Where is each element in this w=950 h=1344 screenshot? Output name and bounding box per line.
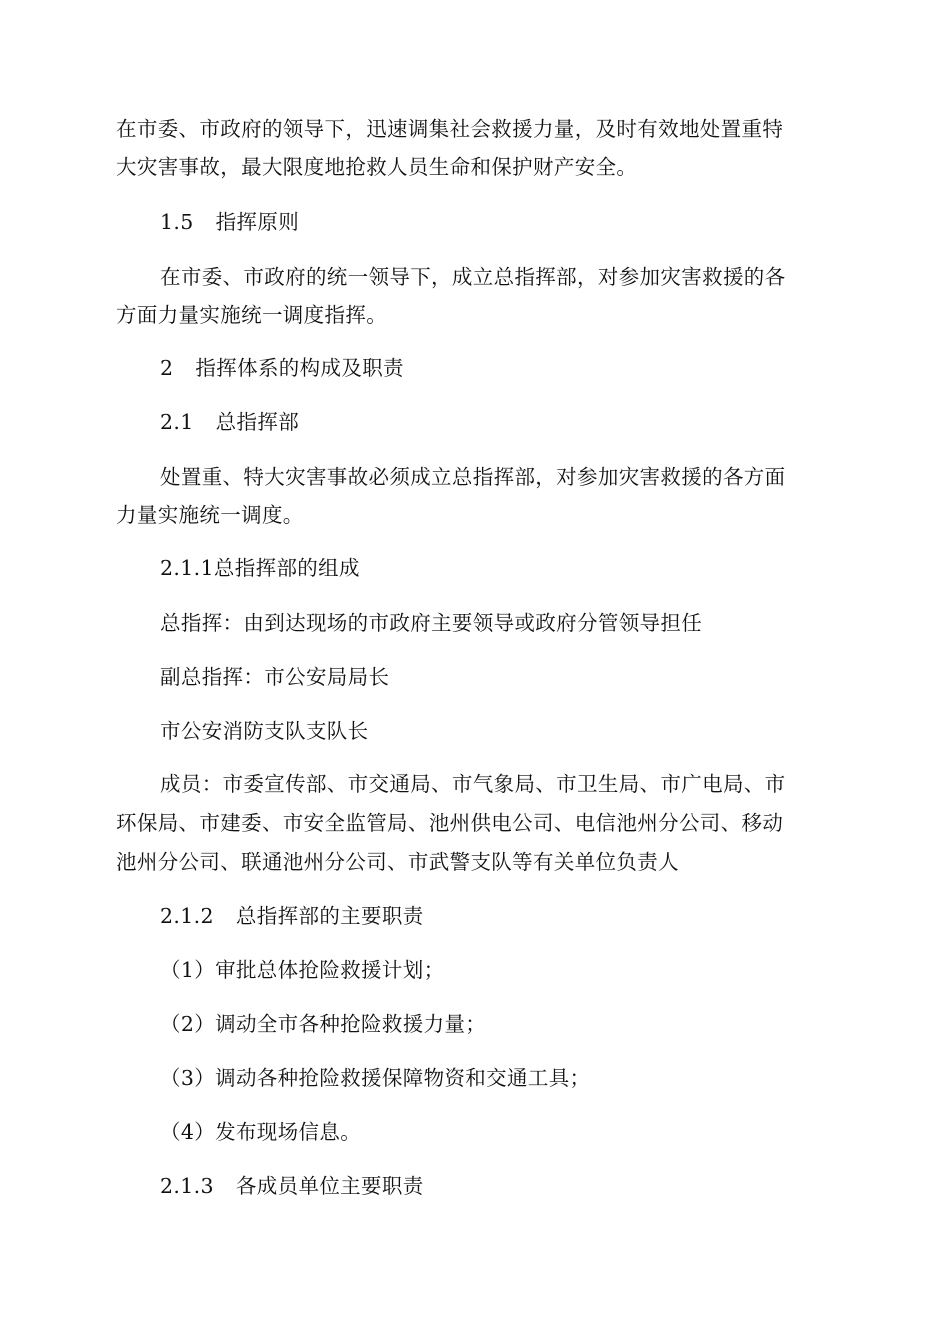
section-heading-2-1: [160, 403, 880, 442]
section-title: 各成员单位主要职责: [235, 1174, 424, 1198]
duty-item: （2）调动全市各种抢险救援力量；: [160, 1012, 487, 1036]
section-title: 总指挥部: [215, 410, 300, 434]
section-heading-2-1-2: [160, 897, 880, 936]
duty-item: （3）调动各种抢险救援保障物资和交通工具；: [160, 1066, 591, 1090]
members-line: 池州分公司、联通池州分公司、市武警支队等有关单位负责人: [116, 850, 679, 874]
paragraph-line: 在市委、市政府的统一领导下，成立总指挥部，对参加灾害救援的各: [160, 265, 786, 289]
members-line: 环保局、市建委、市安全监管局、池州供电公司、电信池州分公司、移动: [116, 811, 784, 835]
section-title: 总指挥部的主要职责: [235, 904, 424, 928]
duty-item: （4）发布现场信息。: [160, 1120, 362, 1144]
deputy-commander-line: 副总指挥：市公安局局长: [160, 665, 390, 689]
paragraph-line: 在市委、市政府的领导下，迅速调集社会救援力量，及时有效地处置重特: [116, 117, 784, 141]
section-number: 2.1.3: [160, 1174, 214, 1198]
section-title: 指挥体系的构成及职责: [195, 356, 404, 380]
section-heading-1-5: [160, 203, 880, 242]
paragraph-line: 力量实施统一调度。: [116, 503, 304, 527]
duty-item: （1）审批总体抢险救援计划；: [160, 958, 445, 982]
commander-line: 总指挥：由到达现场的市政府主要领导或政府分管领导担任: [160, 611, 703, 635]
section-heading-2-1-3: [160, 1167, 880, 1206]
paragraph-line: 处置重、特大灾害事故必须成立总指挥部，对参加灾害救援的各方面: [160, 465, 786, 489]
deputy-commander-line-2: 市公安消防支队支队长: [160, 719, 369, 743]
section-heading-2: [160, 349, 880, 388]
section-heading-2-1-1: 2.1.1总指挥部的组成: [160, 556, 360, 580]
section-number: 2.1: [160, 410, 194, 434]
section-title: 指挥原则: [215, 210, 300, 234]
members-line: 成员：市委宣传部、市交通局、市气象局、市卫生局、市广电局、市: [160, 772, 786, 796]
section-number: 1.5: [160, 210, 194, 234]
paragraph-line: 方面力量实施统一调度指挥。: [116, 303, 388, 327]
paragraph-line: 大灾害事故，最大限度地抢救人员生命和保护财产安全。: [116, 155, 638, 179]
section-number: 2.1.2: [160, 904, 214, 928]
section-number: 2: [160, 356, 174, 380]
